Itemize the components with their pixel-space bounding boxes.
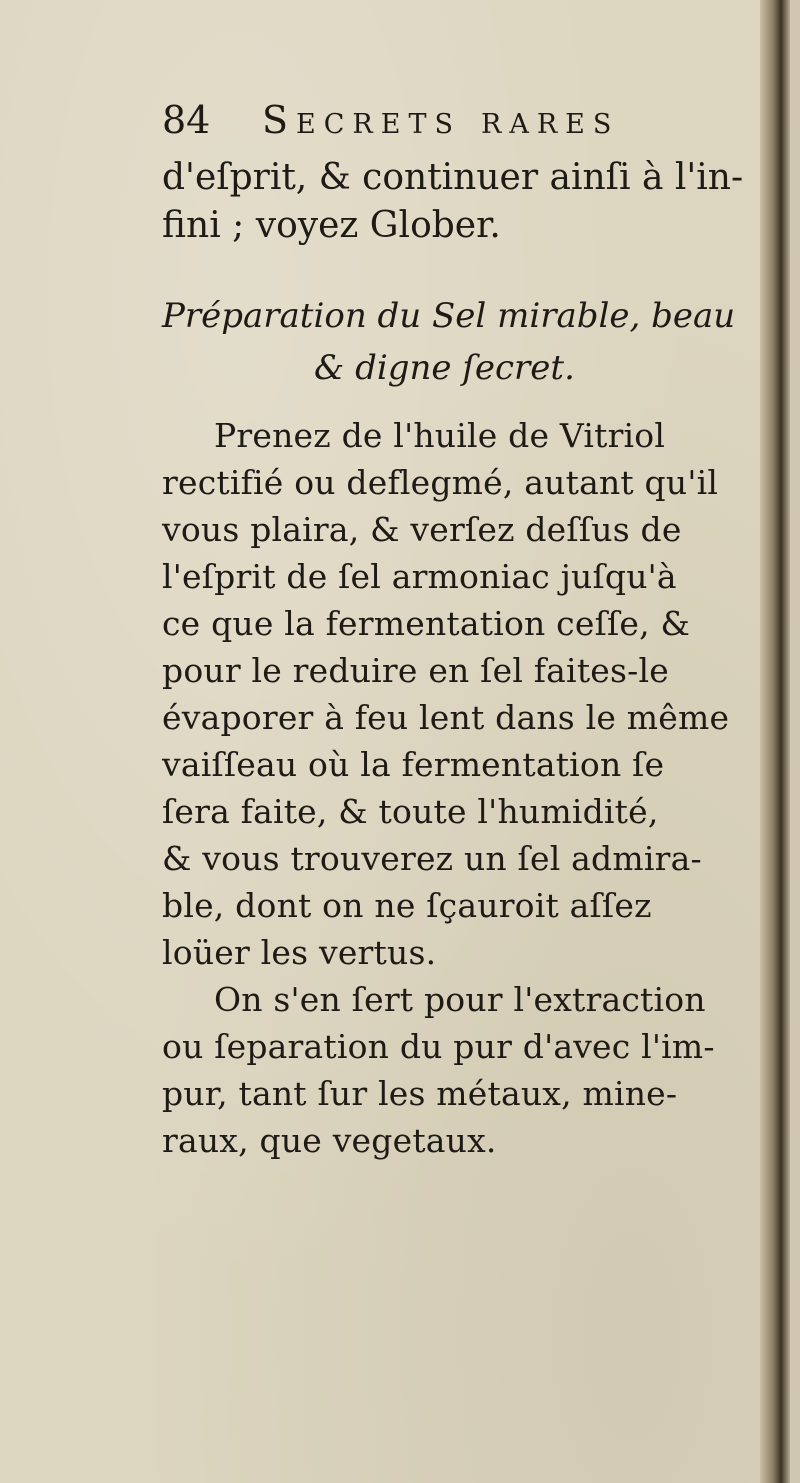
body-line: & vous trouverez un ſel admira- xyxy=(162,839,702,878)
body-line: ble, dont on ne ſçauroit aſſez xyxy=(162,886,652,925)
body-line: loüer les vertus. xyxy=(162,933,437,972)
body-text xyxy=(162,412,762,1164)
continuation-line-1: d'eſprit, & continuer ainſi à l'in- xyxy=(162,157,744,198)
body-line: pur, tant ſur les métaux, mine- xyxy=(162,1074,678,1113)
body-line: ou ſeparation du pur d'avec l'im- xyxy=(162,1027,715,1066)
body-line: pour le reduire en ſel faites-le xyxy=(162,651,669,690)
body-line: vous plaira, & verſez deſſus de xyxy=(162,510,682,549)
body-line: ce que la fermentation ceſſe, & xyxy=(162,604,691,643)
body-line: ſera faite, & toute l'humidité, xyxy=(162,792,659,831)
section-heading-line-2: & digne ſecret. xyxy=(314,348,575,388)
continuation-line-2: fini ; voyez Glober. xyxy=(162,205,501,246)
page-gutter-shadow xyxy=(760,0,790,1483)
running-header xyxy=(162,98,762,154)
body-line: rectifié ou deflegmé, autant qu'il xyxy=(162,463,719,502)
page-number: 84 xyxy=(162,98,211,142)
page-text-block xyxy=(162,98,762,1164)
body-line: vaiſſeau où la fermentation ſe xyxy=(162,745,665,784)
body-line: évaporer à feu lent dans le même xyxy=(162,698,730,737)
body-line: raux, que vegetaux. xyxy=(162,1121,497,1160)
section-heading-line-1: Préparation du Sel mirable, beau xyxy=(162,296,736,336)
running-title: Secrets rares xyxy=(262,98,620,142)
body-line: On s'en ſert pour l'extraction xyxy=(214,980,706,1019)
body-line: Prenez de l'huile de Vitriol xyxy=(214,416,666,455)
body-line: l'eſprit de ſel armoniac juſqu'à xyxy=(162,557,677,596)
